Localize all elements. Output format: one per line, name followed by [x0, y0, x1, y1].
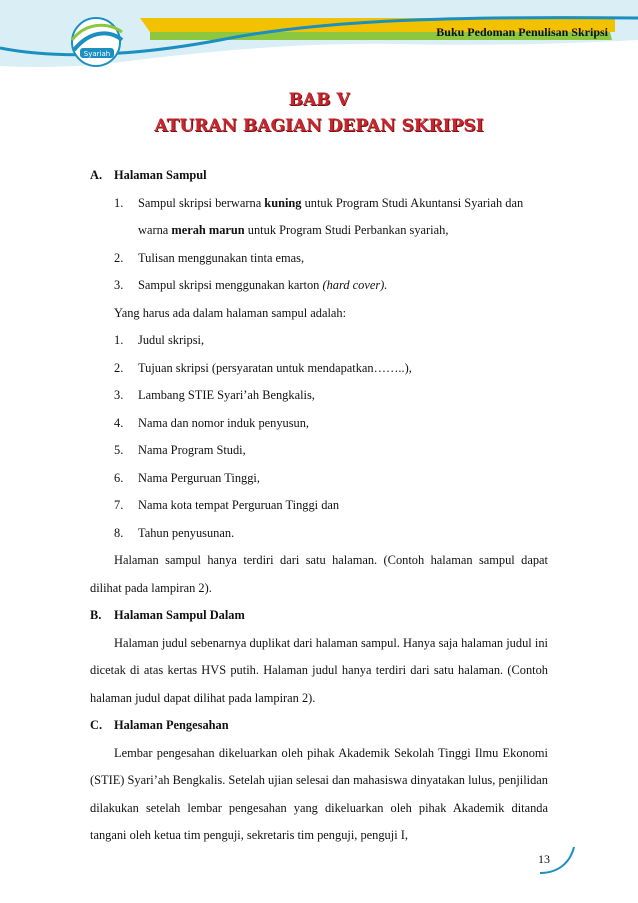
- list-item: 3. Lambang STIE Syari’ah Bengkalis,: [114, 388, 315, 402]
- list-item: 6. Nama Perguruan Tinggi,: [114, 470, 260, 485]
- list-item: 2. Tulisan menggunakan tinta emas,: [114, 250, 305, 265]
- list-item: 5. Nama Program Studi,: [114, 443, 246, 457]
- logo: [60, 10, 140, 70]
- chapter-title: ATURAN BAGIAN DEPAN SKRIPSI: [154, 116, 484, 136]
- section-a-heading: A. Halaman Sampul: [90, 168, 207, 182]
- section-b-heading: B. Halaman Sampul Dalam: [90, 608, 245, 622]
- list-item: 7. Nama kota tempat Perguruan Tinggi dan: [114, 498, 340, 512]
- list-item: 3. Sampul skripsi menggunakan karton (hard cover).: [114, 278, 388, 292]
- document-body: [90, 162, 548, 850]
- section-b-paragraph: Halaman judul sebenarnya duplikat dari halaman sampul. Hanya saja halaman judul ini dicetak di atas kertas HVS putih. Halaman judul hanya terdiri dari satu halaman. (Contoh halaman judul dapat dilihat pada lampiran 2).: [90, 635, 548, 705]
- section-c-heading: C. Halaman Pengesahan: [90, 718, 229, 732]
- page-number: 13: [538, 852, 550, 866]
- svg-text:Syariah: Syariah: [83, 50, 111, 58]
- list-intro: Yang harus ada dalam halaman sampul adalah:: [114, 305, 347, 320]
- list-item: 2. Tujuan skripsi (persyaratan untuk mendapatkan……..),: [114, 360, 412, 375]
- section-c-paragraph: Lembar pengesahan dikeluarkan oleh pihak Akademik Sekolah Tinggi Ilmu Ekonomi (STIE) Syari’ah Bengkalis. Setelah ujian selesai dan mahasiswa dinyatakan lulus, penjilidan dilakukan setelah lembar pengesahan yang dikeluarkan oleh pihak Akademik ditanda tangani oleh ketua tim penguji, sekretaris tim penguji, penguji I,: [90, 745, 548, 842]
- header-title: Buku Pedoman Penulisan Skripsi: [436, 25, 608, 39]
- list-item: 1. Judul skripsi,: [114, 333, 205, 347]
- list-item: 1. Sampul skripsi berwarna kuning untuk Program Studi Akuntansi Syariah dan warna merah marun untuk Program Studi Perbankan syariah,: [114, 195, 524, 237]
- chapter-number: BAB V: [288, 90, 350, 110]
- header-band: [0, 0, 638, 68]
- list-item: 4. Nama dan nomor induk penyusun,: [114, 415, 310, 430]
- section-a-paragraph: Halaman sampul hanya terdiri dari satu halaman. (Contoh halaman sampul dapat dilihat pada lampiran 2).: [90, 553, 548, 595]
- list-item: 8. Tahun penyusunan.: [114, 525, 235, 540]
